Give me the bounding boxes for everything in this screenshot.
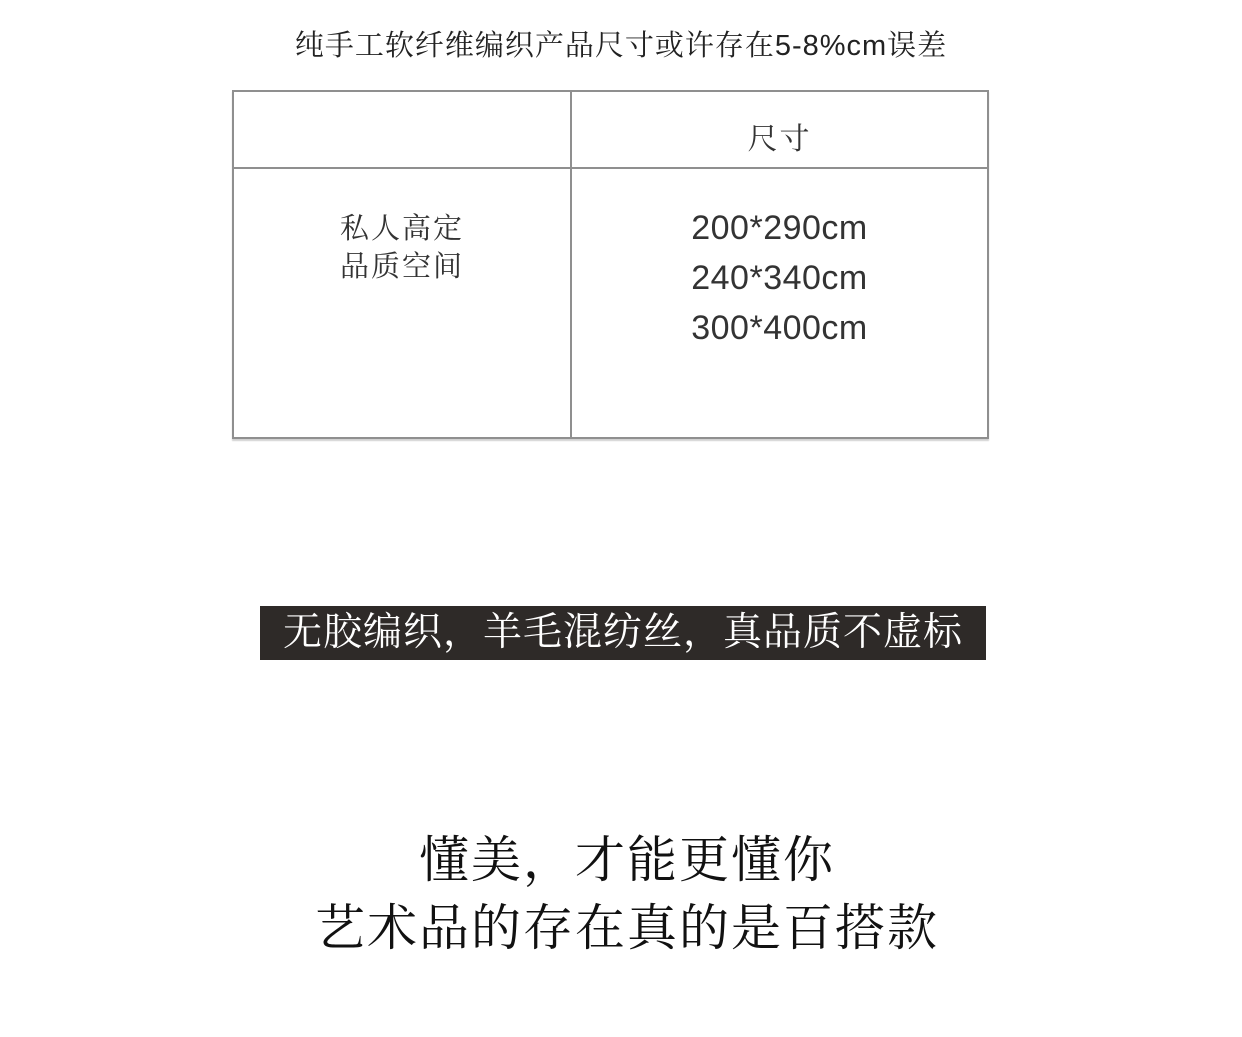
- size-table: [232, 90, 989, 439]
- quality-banner: 无胶编织，羊毛混纺丝，真品质不虚标: [260, 606, 986, 660]
- size-option: 200*290cm: [691, 209, 868, 247]
- size-option: 240*340cm: [691, 259, 868, 297]
- size-table-sizes-cell: [572, 169, 987, 437]
- size-table-header-size-cell: 尺寸: [572, 92, 987, 169]
- size-tolerance-caption: 纯手工软纤维编织产品尺寸或许存在5-8%cm误差: [294, 30, 948, 62]
- size-table-product-cell: [234, 169, 572, 437]
- product-label-line2: 品质空间: [339, 251, 464, 283]
- size-table-header-empty-cell: [234, 92, 572, 169]
- slogan-line2: 艺术品的存在真的是百搭款: [315, 900, 939, 956]
- slogan-line1: 懂美，才能更懂你: [419, 832, 835, 888]
- size-option: 300*400cm: [691, 309, 868, 347]
- product-label-line1: 私人高定: [339, 213, 464, 245]
